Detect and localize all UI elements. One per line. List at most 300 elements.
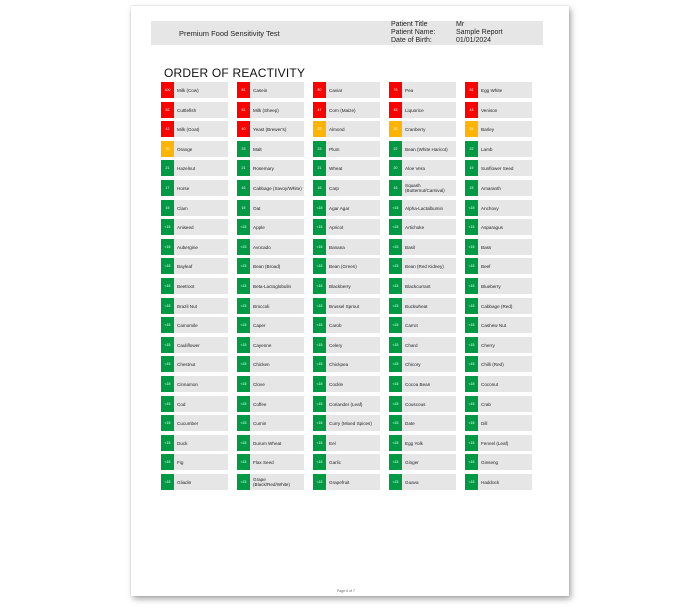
food-item	[237, 435, 304, 451]
food-item	[313, 239, 380, 255]
score-badge: <15	[389, 258, 402, 274]
food-item	[389, 298, 456, 314]
food-item	[389, 317, 456, 333]
score-badge: <15	[313, 356, 326, 372]
page-number: Page 6 of 7	[337, 589, 355, 593]
food-item	[465, 396, 532, 412]
food-name: Oat	[253, 205, 261, 211]
food-name: Carp	[329, 185, 339, 191]
food-item	[161, 435, 228, 451]
score-badge: <15	[465, 454, 478, 470]
food-name: Apple	[253, 224, 265, 230]
food-name: Aloe Vera	[405, 165, 425, 171]
food-name: Fennel (Leaf)	[481, 440, 509, 446]
score-badge: <15	[313, 219, 326, 235]
food-name: Cinnamon	[177, 381, 198, 387]
score-badge: <15	[161, 258, 174, 274]
food-item	[389, 474, 456, 490]
food-name: Agar Agar	[329, 205, 350, 211]
score-badge: <15	[161, 356, 174, 372]
food-item	[313, 356, 380, 372]
food-item	[161, 396, 228, 412]
food-name: Milk (Cow)	[177, 87, 199, 93]
food-item	[389, 258, 456, 274]
food-item	[313, 278, 380, 294]
food-item	[389, 141, 456, 157]
food-item	[465, 317, 532, 333]
food-name: Chard	[405, 342, 418, 348]
food-item	[389, 180, 456, 196]
score-badge: <15	[237, 298, 250, 314]
food-item	[465, 415, 532, 431]
food-name: Anchovy	[481, 205, 499, 211]
score-badge: <15	[313, 415, 326, 431]
score-badge: <15	[465, 435, 478, 451]
food-item	[161, 200, 228, 216]
food-name: Bean (Green)	[329, 263, 357, 269]
food-item	[389, 102, 456, 118]
score-badge: <15	[161, 337, 174, 353]
food-item	[237, 219, 304, 235]
food-item	[389, 82, 456, 98]
food-name: Fig	[177, 459, 184, 465]
food-item	[389, 415, 456, 431]
food-item	[161, 278, 228, 294]
food-item	[313, 141, 380, 157]
score-badge: <15	[465, 474, 478, 490]
food-name: Alpha-Lactalbumin	[405, 205, 444, 211]
food-name: Lamb	[481, 146, 493, 152]
food-name: Egg White	[481, 87, 503, 93]
food-item	[465, 258, 532, 274]
score-badge: <15	[313, 435, 326, 451]
food-item	[313, 219, 380, 235]
patient-name-label: Patient Name:	[391, 29, 436, 36]
food-item	[465, 298, 532, 314]
score-badge: <15	[313, 239, 326, 255]
food-item	[237, 160, 304, 176]
score-badge: <15	[237, 376, 250, 392]
food-name: Chickpea	[329, 361, 349, 367]
report-header	[151, 21, 543, 45]
score-badge: 76	[389, 82, 402, 98]
score-badge: <15	[465, 239, 478, 255]
score-badge: 15	[161, 200, 174, 216]
score-badge: <15	[313, 278, 326, 294]
food-name: Beef	[481, 263, 491, 269]
score-badge: <15	[237, 435, 250, 451]
score-badge: <15	[313, 337, 326, 353]
food-item	[313, 317, 380, 333]
score-badge: 40	[237, 121, 250, 137]
food-item	[465, 337, 532, 353]
food-name: Banana	[329, 244, 345, 250]
food-name: Cayenne	[253, 342, 272, 348]
score-badge: 31	[465, 121, 478, 137]
food-name: Date	[405, 420, 415, 426]
score-badge: <15	[161, 454, 174, 470]
food-name: Coffee	[253, 401, 267, 407]
food-name: Caviar	[329, 87, 343, 93]
food-item	[465, 454, 532, 470]
score-badge: 20	[389, 160, 402, 176]
food-name: Celery	[329, 342, 343, 348]
food-name: Clam	[177, 205, 188, 211]
score-badge: <15	[389, 454, 402, 470]
food-item	[237, 396, 304, 412]
food-item	[237, 278, 304, 294]
food-item	[161, 317, 228, 333]
score-badge: <15	[389, 396, 402, 412]
score-badge: <15	[313, 258, 326, 274]
score-badge: 80	[313, 82, 326, 98]
food-item	[389, 454, 456, 470]
score-badge: 47	[313, 102, 326, 118]
food-name: Chicken	[253, 361, 270, 367]
food-name: Horse	[177, 185, 190, 191]
food-item	[313, 298, 380, 314]
score-badge: <15	[465, 337, 478, 353]
score-badge: <15	[161, 278, 174, 294]
food-name: Basil	[405, 244, 415, 250]
food-name: Coconut	[481, 381, 499, 387]
test-title: Premium Food Sensitivity Test	[179, 29, 280, 38]
food-item	[465, 141, 532, 157]
food-name: Grapefruit	[329, 479, 350, 485]
score-badge: <15	[465, 219, 478, 235]
food-item	[465, 160, 532, 176]
score-badge: <15	[161, 435, 174, 451]
food-item	[389, 121, 456, 137]
score-badge: 42	[161, 121, 174, 137]
score-badge: 45	[389, 102, 402, 118]
score-badge: <15	[313, 376, 326, 392]
food-item	[313, 121, 380, 137]
score-badge: <15	[465, 317, 478, 333]
food-name: Durum Wheat	[253, 440, 282, 446]
food-item	[313, 435, 380, 451]
score-badge: 43	[465, 102, 478, 118]
food-item	[237, 102, 304, 118]
food-name: Orange	[177, 146, 193, 152]
food-name: Camomile	[177, 322, 198, 328]
food-item	[161, 160, 228, 176]
food-name: Cucumber	[177, 420, 199, 426]
food-name: Bayleaf	[177, 263, 193, 269]
food-name: Milk (Sheep)	[253, 107, 279, 113]
food-name: Bean (Broad)	[253, 263, 281, 269]
food-name: Cabbage (Red)	[481, 303, 513, 309]
score-badge: <15	[465, 258, 478, 274]
score-badge: <15	[237, 396, 250, 412]
food-name: Cashew Nut	[481, 322, 507, 328]
score-badge: <15	[465, 376, 478, 392]
food-item	[313, 337, 380, 353]
food-item	[237, 82, 304, 98]
food-item	[313, 454, 380, 470]
score-badge: <15	[389, 317, 402, 333]
score-badge: <15	[389, 435, 402, 451]
food-item	[465, 82, 532, 98]
score-badge: 19	[465, 160, 478, 176]
score-badge: 16	[237, 180, 250, 196]
food-name: Egg Yolk	[405, 440, 423, 446]
food-name: Clove	[253, 381, 265, 387]
food-name: Milk (Goat)	[177, 126, 200, 132]
date-of-birth-label: Date of Birth:	[391, 37, 432, 44]
food-name: Brussel Sprout	[329, 303, 360, 309]
score-badge: 100	[161, 82, 174, 98]
food-name: Blackberry	[329, 283, 351, 289]
food-item	[161, 258, 228, 274]
food-item	[465, 121, 532, 137]
patient-name-value: Sample Report	[456, 29, 503, 36]
food-name: Aubergine	[177, 244, 198, 250]
food-name: Blueberry	[481, 283, 501, 289]
score-badge: <15	[161, 317, 174, 333]
score-badge: <15	[161, 239, 174, 255]
score-badge: <15	[389, 200, 402, 216]
food-name: Asparagus	[481, 224, 503, 230]
food-item	[237, 415, 304, 431]
food-name: Yeast (Brewer's)	[253, 126, 287, 132]
food-item	[161, 337, 228, 353]
food-item	[161, 474, 228, 490]
food-name: Coriander (Leaf)	[329, 401, 363, 407]
food-item	[237, 356, 304, 372]
food-name: Chilli (Red)	[481, 361, 504, 367]
food-name: Plum	[329, 146, 340, 152]
score-badge: 51	[237, 102, 250, 118]
food-name: Liquorice	[405, 107, 424, 113]
score-badge: <15	[161, 298, 174, 314]
food-item	[237, 474, 304, 490]
food-item	[237, 200, 304, 216]
food-name: Chicory	[405, 361, 421, 367]
food-name: Cranberry	[405, 126, 426, 132]
food-item	[161, 102, 228, 118]
score-badge: <15	[465, 200, 478, 216]
food-name: Corn (Maize)	[329, 107, 356, 113]
food-item	[313, 160, 380, 176]
score-badge: <15	[237, 278, 250, 294]
food-name: Chestnut	[177, 361, 196, 367]
score-badge: <15	[313, 200, 326, 216]
food-name: Crab	[481, 401, 491, 407]
food-name: Curry (Mixed Spices)	[329, 420, 372, 426]
food-item	[465, 200, 532, 216]
food-name: Bass	[481, 244, 492, 250]
score-badge: 16	[389, 180, 402, 196]
section-title: ORDER OF REACTIVITY	[164, 66, 306, 80]
food-item	[237, 337, 304, 353]
score-badge: <15	[237, 258, 250, 274]
food-item	[237, 258, 304, 274]
score-badge: 52	[161, 102, 174, 118]
food-name: Cuttlefish	[177, 107, 197, 113]
food-item	[465, 102, 532, 118]
food-item	[389, 219, 456, 235]
food-item	[237, 121, 304, 137]
food-name: Beta-Lactoglobulin	[253, 283, 292, 289]
food-name: Cauliflower	[177, 342, 200, 348]
score-badge: 22	[465, 141, 478, 157]
score-badge: 17	[161, 180, 174, 196]
food-item	[389, 356, 456, 372]
food-item	[389, 435, 456, 451]
food-item	[161, 356, 228, 372]
food-name: Avocado	[253, 244, 271, 250]
food-name: Almond	[329, 126, 345, 132]
score-badge: 30	[161, 141, 174, 157]
food-item	[313, 82, 380, 98]
food-item	[389, 239, 456, 255]
food-name: Gliadin	[177, 479, 192, 485]
score-badge: <15	[237, 219, 250, 235]
food-name: Cod	[177, 401, 186, 407]
food-item	[389, 160, 456, 176]
food-item	[161, 180, 228, 196]
score-badge: 22	[389, 141, 402, 157]
food-item	[161, 82, 228, 98]
score-badge: <15	[313, 396, 326, 412]
food-item	[237, 141, 304, 157]
score-badge: <15	[161, 415, 174, 431]
food-item	[161, 415, 228, 431]
food-item	[389, 376, 456, 392]
food-name: Cockle	[329, 381, 344, 387]
food-name: Eel	[329, 440, 336, 446]
score-badge: <15	[237, 337, 250, 353]
food-item	[237, 317, 304, 333]
food-item	[237, 376, 304, 392]
food-item	[465, 219, 532, 235]
food-name: Cumin	[253, 420, 267, 426]
food-name: Ginger	[405, 459, 419, 465]
score-badge: 16	[313, 180, 326, 196]
score-badge: 21	[237, 160, 250, 176]
food-name: Bean (White Haricot)	[405, 146, 448, 152]
food-item	[161, 298, 228, 314]
score-badge: <15	[161, 474, 174, 490]
food-item	[389, 278, 456, 294]
food-item	[161, 376, 228, 392]
score-badge: <15	[389, 219, 402, 235]
food-item	[313, 396, 380, 412]
score-badge: <15	[313, 298, 326, 314]
food-item	[161, 141, 228, 157]
food-item	[237, 454, 304, 470]
food-item	[465, 356, 532, 372]
food-name: Blackcurrant	[405, 283, 431, 289]
food-item	[465, 239, 532, 255]
score-badge: <15	[237, 454, 250, 470]
score-badge: <15	[161, 219, 174, 235]
food-name: Guava	[405, 479, 419, 485]
score-badge: 15	[237, 200, 250, 216]
score-badge: <15	[389, 337, 402, 353]
score-badge: <15	[237, 317, 250, 333]
food-item	[465, 180, 532, 196]
food-item	[237, 239, 304, 255]
food-item	[389, 337, 456, 353]
patient-title-value: Mr	[456, 21, 465, 28]
date-of-birth-value: 01/01/2024	[456, 37, 492, 44]
score-badge: <15	[237, 415, 250, 431]
food-name: Hazelnut	[177, 165, 196, 171]
food-name: Flax Seed	[253, 459, 274, 465]
score-badge: <15	[389, 376, 402, 392]
food-item	[313, 258, 380, 274]
score-badge: <15	[465, 278, 478, 294]
food-name: Sunflower Seed	[481, 165, 514, 171]
score-badge: <15	[313, 454, 326, 470]
food-name: Duck	[177, 440, 188, 446]
score-badge: <15	[389, 474, 402, 490]
score-badge: 15	[465, 180, 478, 196]
food-name: Amaranth	[481, 185, 501, 191]
score-badge: <15	[465, 356, 478, 372]
food-name: Carob	[329, 322, 342, 328]
score-badge: <15	[313, 317, 326, 333]
score-badge: 33	[389, 121, 402, 137]
food-name: Grape (Black/Red/White)	[253, 477, 291, 487]
food-name: Rosemary	[253, 165, 274, 171]
food-item	[237, 180, 304, 196]
score-badge: 21	[161, 160, 174, 176]
food-name: Malt	[253, 146, 262, 152]
score-badge: <15	[237, 239, 250, 255]
food-item	[389, 396, 456, 412]
food-name: Couscous	[405, 401, 426, 407]
food-name: Artichoke	[405, 224, 425, 230]
food-item	[313, 474, 380, 490]
food-name: Wheat	[329, 165, 343, 171]
food-name: Cabbage (Savoy/White)	[253, 185, 302, 191]
food-item	[389, 200, 456, 216]
food-name: Dill	[481, 420, 488, 426]
food-name: Haddock	[481, 479, 500, 485]
food-item	[161, 121, 228, 137]
food-item	[161, 239, 228, 255]
food-name: Buckwheat	[405, 303, 428, 309]
food-name: Cocoa Bean	[405, 381, 431, 387]
score-badge: <15	[237, 474, 250, 490]
score-badge: <15	[465, 396, 478, 412]
food-name: Ginseng	[481, 459, 499, 465]
food-name: Bean (Red Kidney)	[405, 263, 444, 269]
food-item	[313, 376, 380, 392]
food-name: Broccoli	[253, 303, 270, 309]
food-name: Aniseed	[177, 224, 194, 230]
food-name: Squash (Butternut/Carnival)	[405, 183, 445, 193]
score-badge: <15	[389, 356, 402, 372]
food-item	[237, 298, 304, 314]
food-item	[465, 376, 532, 392]
score-badge: 23	[313, 141, 326, 157]
food-item	[313, 102, 380, 118]
score-badge: <15	[389, 239, 402, 255]
food-item	[313, 415, 380, 431]
score-badge: <15	[313, 474, 326, 490]
score-badge: <15	[161, 396, 174, 412]
score-badge: <15	[237, 356, 250, 372]
score-badge: <15	[465, 415, 478, 431]
food-name: Cherry	[481, 342, 495, 348]
food-name: Carrot	[405, 322, 418, 328]
score-badge: <15	[465, 298, 478, 314]
score-badge: 23	[237, 141, 250, 157]
